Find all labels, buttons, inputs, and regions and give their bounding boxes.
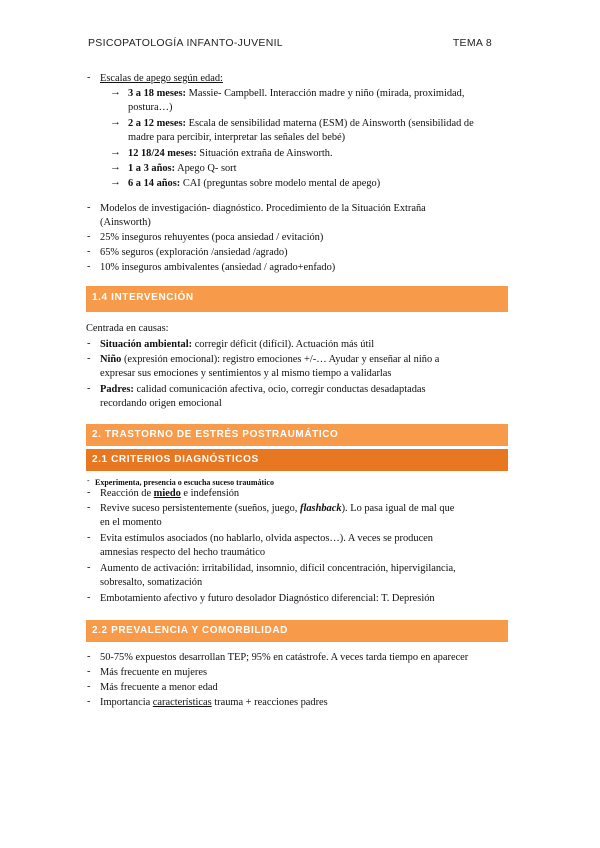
bullet-dash: - — [87, 383, 91, 394]
bullet-dash: - — [87, 261, 91, 272]
prevalencia-item: 50-75% expuestos desarrollan TEP; 95% en catástrofe. A veces tarda tiempo en aparecer — [100, 652, 469, 663]
bullet-dash: - — [87, 246, 91, 257]
bullet-dash: - — [87, 487, 91, 498]
section-heading-criterios: 2.1 CRITERIOS DIAGNÓSTICOS — [86, 449, 508, 471]
bullet-dash: - — [87, 696, 91, 707]
header-topic: TEMA 8 — [452, 37, 492, 49]
bullet-dash: - — [87, 338, 91, 349]
intervencion-item: Padres: calidad comunicación afectiva, ocio, corregir conductas desadaptadas — [100, 384, 426, 395]
intervencion-item: Niño (expresión emocional): registro emociones +/-… Ayudar y enseñar al niño a — [100, 354, 440, 365]
bullet-dash: - — [87, 592, 91, 603]
criterios-item: Revive suceso persistentemente (sueños, juego, flashback). Lo pasa igual de mal que — [100, 503, 455, 514]
intervencion-item-cont: recordando origen emocional — [100, 398, 222, 409]
criterios-item-cont: en el momento — [100, 517, 162, 528]
section-heading-intervencion: 1.4 INTERVENCIÓN — [86, 286, 508, 312]
criterios-item: Embotamiento afectivo y futuro desolador Diagnóstico diferencial: T. Depresión — [100, 593, 435, 604]
arrow-icon: → — [110, 146, 121, 158]
criterios-item-cont: sobresalto, somatización — [100, 577, 203, 588]
bullet-dash: - — [87, 231, 91, 242]
apego-item: 1 a 3 años: Apego Q- sort — [128, 163, 237, 174]
arrow-icon: → — [110, 116, 121, 128]
intervencion-intro: Centrada en causas: — [86, 323, 169, 334]
section-heading-prevalencia: 2.2 PREVALENCIA Y COMORBILIDAD — [86, 620, 508, 642]
prevalencia-item: Más frecuente a menor edad — [100, 682, 218, 693]
bullet-dash: - — [87, 353, 91, 364]
apego-item: 6 a 14 años: CAI (preguntas sobre modelo mental de apego) — [128, 178, 381, 189]
bullet-dash: - — [87, 202, 91, 213]
criterios-item: Reacción de miedo e indefensión — [100, 488, 240, 499]
apego-item-cont: postura…) — [128, 102, 173, 113]
prevalencia-item: Importancia características trauma + reacciones padres — [100, 697, 328, 708]
criterios-item-cont: amnesias respecto del hecho traumático — [100, 547, 266, 558]
arrow-icon: → — [110, 86, 121, 98]
arrow-icon: → — [110, 176, 121, 188]
apego-title: Escalas de apego según edad: — [100, 73, 223, 84]
bullet-dash: - — [87, 72, 91, 83]
bullet-dash: - — [87, 502, 91, 513]
bullet-dash: - — [87, 532, 91, 543]
arrow-icon: → — [110, 161, 121, 173]
section-heading-tept: 2. TRASTORNO DE ESTRÉS POSTRAUMÁTICO — [86, 424, 508, 446]
modelos-item: 25% inseguros rehuyentes (poca ansiedad / evitación) — [100, 232, 324, 243]
header-subject: PSICOPATOLOGÍA INFANTO-JUVENIL — [88, 37, 283, 49]
bullet-dash: - — [87, 681, 91, 692]
criterios-item: Aumento de activación: irritabilidad, insomnio, difícil concentración, hipervigilancia, — [100, 563, 456, 574]
modelos-item: 10% inseguros ambivalentes (ansiedad / agrado+enfado) — [100, 262, 336, 273]
modelos-item: 65% seguros (exploración /ansiedad /agrado) — [100, 247, 288, 258]
intervencion-item: Situación ambiental: corregir déficit (difícil). Actuación más útil — [100, 339, 375, 350]
bullet-dash: - — [87, 562, 91, 573]
modelos-item-cont: (Ainsworth) — [100, 217, 151, 228]
apego-item: 12 18/24 meses: Situación extraña de Ainsworth. — [128, 148, 333, 159]
prevalencia-item: Más frecuente en mujeres — [100, 667, 208, 678]
apego-item-cont: madre para percibir, interpretar las señales del bebé) — [128, 132, 346, 143]
criterios-item: Evita estímulos asociados (no hablarlo, olvida aspectos…). A veces se producen — [100, 533, 433, 544]
bullet-dash: - — [87, 476, 90, 485]
bullet-dash: - — [87, 651, 91, 662]
modelos-item: Modelos de investigación- diagnóstico. Procedimiento de la Situación Extraña — [100, 203, 426, 214]
criterios-first: Experimenta, presencia o escucha suceso traumático — [95, 478, 274, 487]
bullet-dash: - — [87, 666, 91, 677]
apego-item: 3 a 18 meses: Massie- Campbell. Interacción madre y niño (mirada, proximidad, — [128, 88, 465, 99]
apego-item: 2 a 12 meses: Escala de sensibilidad materna (ESM) de Ainsworth (sensibilidad de — [128, 118, 474, 129]
intervencion-item-cont: expresar sus emociones y sentimientos y al mismo tiempo a validarlas — [100, 368, 392, 379]
